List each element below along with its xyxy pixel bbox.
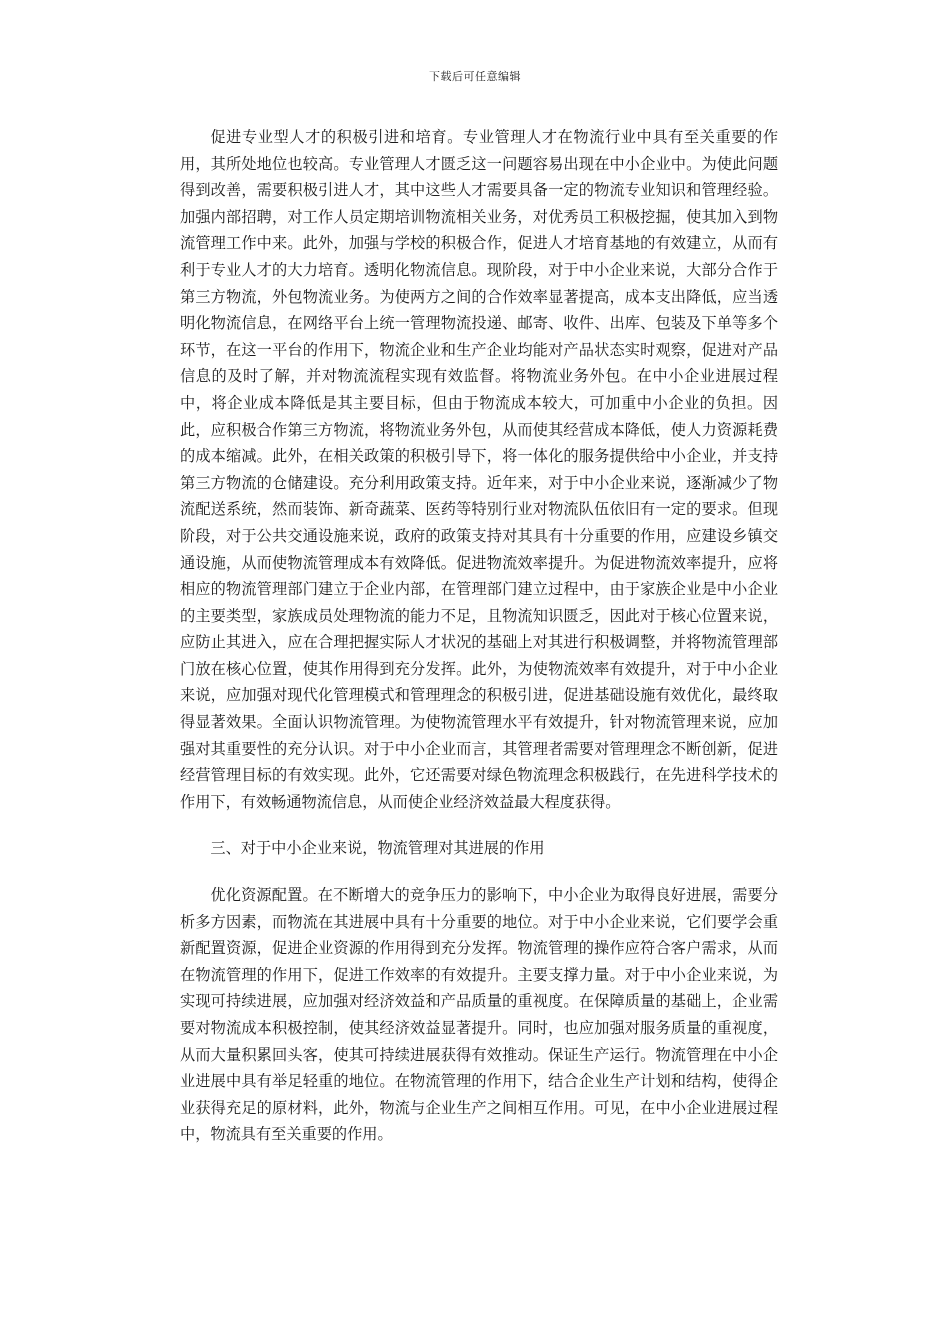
section-heading: 三、对于中小企业来说，物流管理对其进展的作用 bbox=[210, 839, 545, 858]
paragraph-resource-allocation: 优化资源配置。在不断增大的竞争压力的影响下，中小企业为取得良好进展，需要分析多方因素，而物流在其进展中具有十分重要的地位。对于中小企业来说，它们要学会重新配置资源，促进企业资源的作用得到充分发挥。物流管理的操作应符合客户需求，从而在物流管理的作用下，促进工作效率的有效提升。主要支撑力量。对于中小企业来说，为实现可持续进展，应加强对经济效益和产品质量的重视度。在保障质量的基础上，企业需要对物流成本积极控制，使其经济效益显著提升。同时，也应加强对服务质量的重视度，从而大量积累回头客，使其可持续进展获得有效推动。保证生产运行。物流管理在中小企业进展中具有举足轻重的地位。在物流管理的作用下，结合企业生产计划和结构，使得企业获得充足的原材料，此外，物流与企业生产之间相互作用。可见，在中小企业进展过程中，物流具有至关重要的作用。 bbox=[180, 886, 778, 1144]
paragraph-talent-and-logistics: 促进专业型人才的积极引进和培育。专业管理人才在物流行业中具有至关重要的作用，其所处地位也较高。专业管理人才匮乏这一问题容易出现在中小企业中。为使此问题得到改善，需要积极引进人才，其中这些人才需要具备一定的物流专业知识和管理经验。加强内部招聘，对工作人员定期培训物流相关业务，对优秀员工积极挖掘，使其加入到物流管理工作中来。此外，加强与学校的积极合作，促进人才培育基地的有效建立，从而有利于专业人才的大力培育。透明化物流信息。现阶段，对于中小企业来说，大部分合作于第三方物流，外包物流业务。为使两方之间的合作效率显著提高，成本支出降低，应当透明化物流信息，在网络平台上统一管理物流投递、邮寄、收件、出库、包装及下单等多个环节，在这一平台的作用下，物流企业和生产企业均能对产品状态实时观察，促进对产品信息的及时了解，并对物流流程实现有效监督。将物流业务外包。在中小企业进展过程中，将企业成本降低是其主要目标，但由于物流成本较大，可加重中小企业的负担。因此，应积极合作第三方物流，将物流业务外包，从而使其经营成本降低，使人力资源耗费的成本缩减。此外，在相关政策的积极引导下，将一体化的服务提供给中小企业，并支持第三方物流的仓储建设。充分利用政策支持。近年来，对于中小企业来说，逐渐减少了物流配送系统，然而装饰、新奇蔬菜、医药等特别行业对物流队伍依旧有一定的要求。但现阶段，对于公共交通设施来说，政府的政策支持对其具有十分重要的作用，应建设乡镇交通设施，从而使物流管理成本有效降低。促进物流效率提升。为促进物流效率提升，应将相应的物流管理部门建立于企业内部，在管理部门建立过程中，由于家族企业是中小企业的主要类型，家族成员处理物流的能力不足，且物流知识匮乏，因此对于核心位置来说，应防止其进入，应在合理把握实际人才状况的基础上对其进行积极调整，并将物流管理部门放在核心位置，使其作用得到充分发挥。此外，为使物流效率有效提升，对于中小企业来说，应加强对现代化管理模式和管理理念的积极引进，促进基础设施有效优化，最终取得显著效果。全面认识物流管理。为使物流管理水平有效提升，针对物流管理来说，应加强对其重要性的充分认识。对于中小企业而言，其管理者需要对管理理念不断创新，促进经营管理目标的有效实现。此外，它还需要对绿色物流理念积极践行，在先进科学技术的作用下，有效畅通物流信息，从而使企业经济效益最大程度获得。 bbox=[180, 128, 778, 811]
document-body bbox=[180, 124, 778, 1148]
page-header-note: 下载后可任意编辑 bbox=[429, 70, 521, 83]
